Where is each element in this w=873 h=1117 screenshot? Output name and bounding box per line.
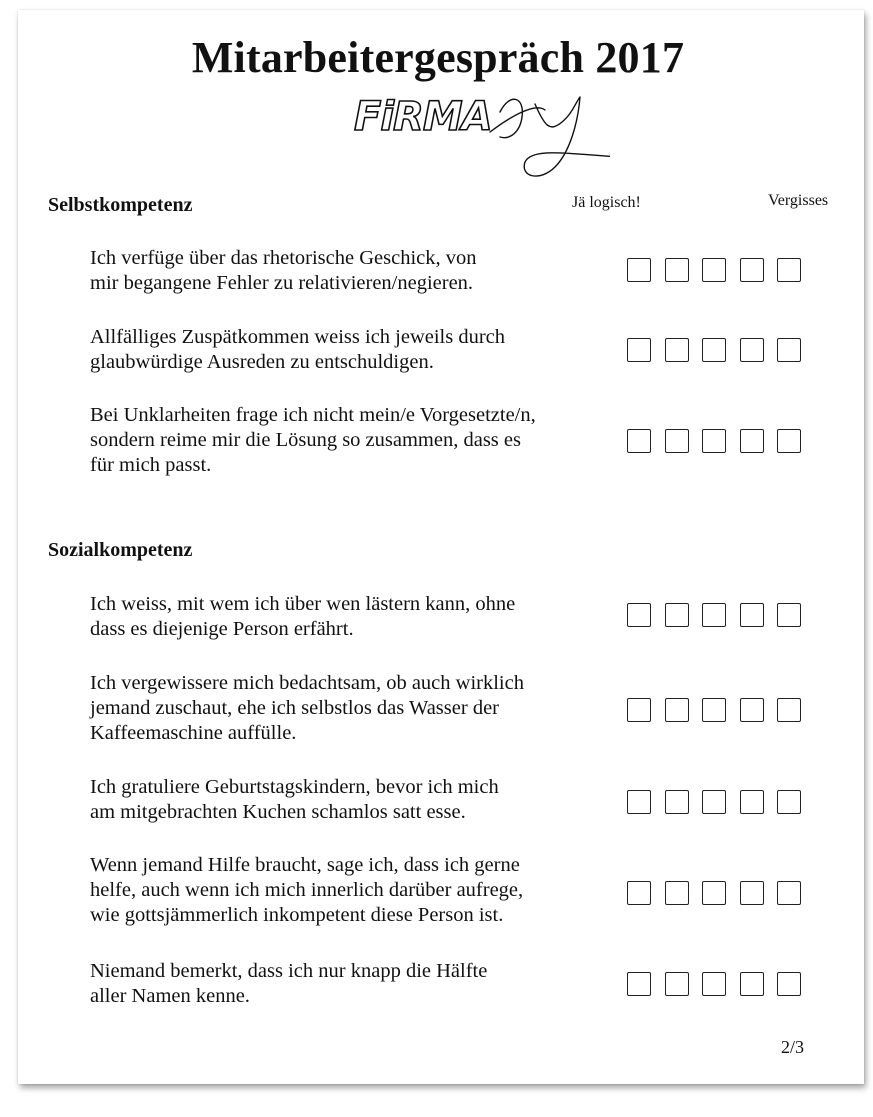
rating-row — [627, 972, 815, 998]
rating-checkbox-5[interactable] — [777, 258, 801, 282]
rating-checkbox-4[interactable] — [740, 881, 764, 905]
rating-checkbox-3[interactable] — [702, 790, 726, 814]
rating-checkbox-1[interactable] — [627, 881, 651, 905]
rating-checkbox-1[interactable] — [627, 698, 651, 722]
rating-checkbox-2[interactable] — [665, 698, 689, 722]
section-title-selbstkompetenz: Selbstkompetenz — [48, 194, 193, 216]
rating-checkbox-5[interactable] — [777, 972, 801, 996]
rating-checkbox-3[interactable] — [702, 338, 726, 362]
rating-checkbox-4[interactable] — [740, 603, 764, 627]
rating-checkbox-1[interactable] — [627, 258, 651, 282]
rating-checkbox-2[interactable] — [665, 790, 689, 814]
rating-checkbox-5[interactable] — [777, 790, 801, 814]
question-text: Allfälliges Zuspätkommen weiss ich jeweils durch glaubwürdige Ausreden zu entschuldigen. — [90, 326, 506, 373]
rating-checkbox-1[interactable] — [627, 429, 651, 453]
rating-row — [627, 790, 815, 816]
rating-checkbox-2[interactable] — [665, 881, 689, 905]
question-text: Ich vergewissere mich bedachtsam, ob auch wirklich jemand zuschaut, ehe ich selbstlos das Wasser der Kaffeemaschine auffülle. — [90, 672, 524, 744]
rating-row — [627, 881, 815, 907]
document-page — [18, 10, 864, 1084]
rating-checkbox-3[interactable] — [702, 258, 726, 282]
page-number: 2/3 — [781, 1037, 805, 1057]
scale-label-left: Jä logisch! — [572, 194, 641, 211]
rating-checkbox-2[interactable] — [665, 338, 689, 362]
rating-checkbox-4[interactable] — [740, 429, 764, 453]
rating-checkbox-4[interactable] — [740, 258, 764, 282]
question-text: Niemand bemerkt, dass ich nur knapp die Hälfte aller Namen kenne. — [90, 960, 488, 1007]
rating-row — [627, 338, 815, 364]
logo-brand-text: FiRMA — [354, 94, 492, 140]
rating-checkbox-3[interactable] — [702, 698, 726, 722]
scale-label-right: Vergisses — [768, 192, 829, 209]
rating-checkbox-1[interactable] — [627, 338, 651, 362]
rating-checkbox-4[interactable] — [740, 790, 764, 814]
question-text: Ich weiss, mit wem ich über wen lästern kann, ohne dass es diejenige Person erfährt. — [90, 593, 516, 640]
rating-checkbox-1[interactable] — [627, 790, 651, 814]
rating-checkbox-2[interactable] — [665, 258, 689, 282]
question-text: Wenn jemand Hilfe braucht, sage ich, dass ich gerne helfe, auch wenn ich mich innerlich darüber aufrege, wie gottsjämmerlich inkompetent diese Person ist. — [90, 854, 524, 926]
rating-checkbox-4[interactable] — [740, 698, 764, 722]
rating-checkbox-1[interactable] — [627, 972, 651, 996]
section-title-sozialkompetenz: Sozialkompetenz — [48, 539, 193, 561]
company-logo — [350, 82, 610, 192]
rating-row — [627, 698, 815, 724]
rating-checkbox-3[interactable] — [702, 429, 726, 453]
rating-row — [627, 258, 815, 284]
logo-script-text: xy — [550, 187, 552, 188]
rating-checkbox-5[interactable] — [777, 603, 801, 627]
rating-checkbox-4[interactable] — [740, 338, 764, 362]
rating-checkbox-5[interactable] — [777, 429, 801, 453]
rating-checkbox-3[interactable] — [702, 603, 726, 627]
rating-checkbox-5[interactable] — [777, 881, 801, 905]
page-title: Mitarbeitergespräch 2017 — [191, 33, 685, 82]
rating-checkbox-2[interactable] — [665, 972, 689, 996]
rating-checkbox-5[interactable] — [777, 698, 801, 722]
question-text: Ich verfüge über das rhetorische Geschick, von mir begangene Fehler zu relativieren/negieren. — [90, 247, 477, 294]
rating-checkbox-3[interactable] — [702, 881, 726, 905]
rating-checkbox-4[interactable] — [740, 972, 764, 996]
logo-script-xy — [490, 97, 610, 176]
rating-checkbox-2[interactable] — [665, 603, 689, 627]
question-text: Ich gratuliere Geburtstagskindern, bevor ich mich am mitgebrachten Kuchen schamlos satt esse. — [90, 776, 499, 823]
rating-row — [627, 429, 815, 455]
question-text: Bei Unklarheiten frage ich nicht mein/e Vorgesetzte/n, sondern reime mir die Lösung so zusammen, dass es für mich passt. — [90, 404, 536, 476]
rating-checkbox-3[interactable] — [702, 972, 726, 996]
rating-row — [627, 603, 815, 629]
rating-checkbox-5[interactable] — [777, 338, 801, 362]
rating-checkbox-2[interactable] — [665, 429, 689, 453]
rating-checkbox-1[interactable] — [627, 603, 651, 627]
